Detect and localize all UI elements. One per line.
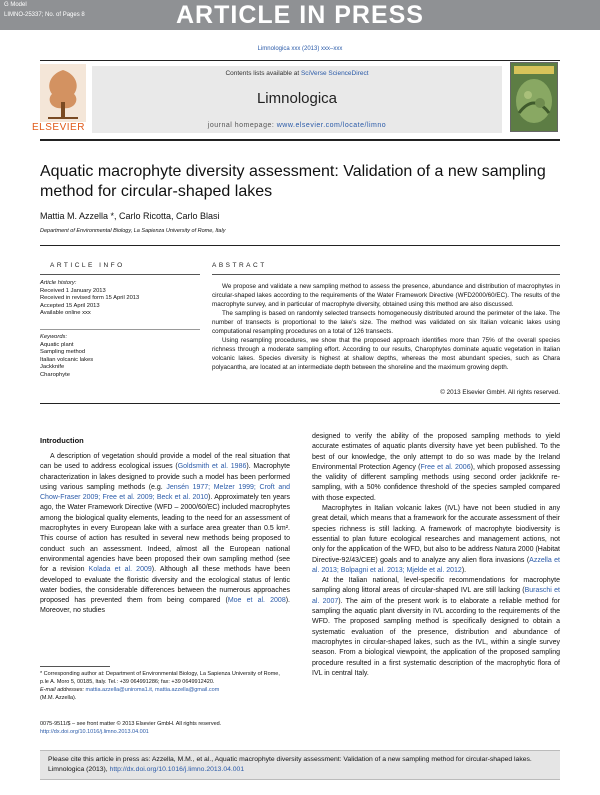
text-run: designed to verify the ability of the proposed sampling methods to yield accurate estimates of aquatic plants diversity have yet been published. To the best of our knowledge, the only attempt to do so was made by the Ireland Environmental Protection Agency ( (312, 433, 560, 471)
keywords-label: Keywords: (40, 334, 68, 340)
intro-paragraph (40, 452, 290, 617)
citation-text (48, 755, 553, 774)
text-run: Macrophytes in Italian volcanic lakes (IVL) have not been studied in any great detail, which means that a framework for the accurate assessment of their species richness is still lacking. A framework of macrophyte biodiversity is essential to plan future ecological researches and management actions, not only for the application of the WFD, but also to be address Natura 2000 (Habitat Directive-92/43/CEE) goals and to analyze any alien flora invasions ( (312, 505, 560, 564)
citation-link[interactable]: Moe et al. 2008 (227, 597, 286, 605)
citation-link[interactable]: Free et al. 2006 (420, 463, 471, 471)
corresponding-author-note: * Corresponding author at: Department of Environmental Biology, La Sapienza University of Rome, p.le A. Moro 5, 00185, Italy. Tel.: +39 064991286; fax: +39 0649912420. (40, 671, 280, 685)
copyright: © 2013 Elsevier GmbH. All rights reserved. (440, 389, 560, 396)
journal-cover-image[interactable] (510, 62, 558, 132)
abstract-bottom-rule (40, 403, 560, 404)
doi-link[interactable]: http://dx.doi.org/10.1016/j.limno.2013.04.001 (40, 729, 149, 735)
keyword: Italian volcanic lakes (40, 356, 94, 363)
footnotes (40, 670, 290, 702)
keywords-rule (40, 329, 200, 330)
email-label: E-mail addresses: (40, 687, 86, 693)
text-run: ). (461, 566, 467, 574)
history-label: Article history: (40, 280, 77, 286)
elsevier-tree-logo (40, 64, 86, 122)
history-received: Received 1 January 2013 (40, 287, 106, 294)
abstract-text (212, 282, 560, 372)
keyword: Jackknife (40, 364, 65, 371)
intro-paragraph (312, 432, 560, 504)
text-run: ). Although all these methods have been developed to evaluate the floristic diversity and the ecological status of lentic water bodies, the considerable differences between the numerous approaches proposed has prevented them from being compared ( (40, 566, 290, 605)
journal-reference-link[interactable]: Limnologica xxx (2013) xxx–xxx (257, 46, 343, 52)
author-initials: (M.M. Azzella). (40, 695, 77, 701)
citation-link[interactable]: Buraschi et al. 2007 (312, 587, 560, 605)
email-link[interactable]: mattia.azzella@uniroma1.it, mattia.azzella@gmail.com (85, 687, 220, 693)
intro-left-column (40, 452, 290, 617)
history-revised: Received in revised form 15 April 2013 (40, 295, 140, 302)
article-title: Aquatic macrophyte diversity assessment: Validation of a new sampling method for circular-shaped lakes (40, 163, 546, 200)
homepage-link[interactable]: www.elsevier.com/locate/limno (276, 122, 387, 129)
history-online: Available online xxx (40, 310, 91, 317)
journal-name: Limnologica (256, 90, 338, 107)
citation-link[interactable]: Goldsmith et al. 1986 (177, 463, 247, 471)
sciencedirect-link[interactable]: SciVerse ScienceDirect (300, 70, 369, 77)
keyword: Aquatic plant (40, 341, 74, 348)
affiliation: Department of Environmental Biology, La Sapienza University of Rome, Italy (40, 228, 226, 234)
email-line (40, 686, 290, 694)
contents-prefix: Contents lists available at (225, 70, 301, 77)
text-run: ). Macrophyte characterization in lakes designed to provide such a model has been performed using various sampling methods (e.g. (40, 463, 290, 491)
citation-link[interactable]: Jensén 1977; Melzer 1999; Croft and Chow-Fraser 2009; Free et al. 2009; Beck et al. 2010 (40, 483, 290, 502)
abstract-paragraph: Using resampling procedures, we show that the proposed approach identifies more than 75% of the overall species richness through a moderate sampling effort. According to our results, Charophytes dominate aquatic vegetation in Italian volcanic lakes. Species diversity is highest at shallow depths, whereas the most abundant species, such as Chara polyacantha, are located at an intermediate depth between the shoreline and the maximum growing depth. (212, 337, 560, 371)
history-accepted: Accepted 15 April 2013 (40, 302, 100, 309)
text-run: ). Approximately ten years ago, the Water Framework Directive (WFD – 2000/60/EC) included macrophytes among the biological quality elements, leading to the need for an assessment of macrophytes in every European lake with a surface area greater than 0.5 km². This course of action has resulted in several new methods being proposed to conduct such an assessment. Indeed, almost all the European national environmental agencies have been proposed their own sampling method (see for a revision (40, 494, 290, 574)
abstract-paragraph: We propose and validate a new sampling method to assess the presence, abundance and distribution of macrophytes in circular-shaped lakes according to the requirements of the Water Framework Directive (WFD2000/60/EC). The results of the macrophyte survey, and in particular of macrophyte diversity, obtained using this method are also discussed. (212, 283, 560, 308)
elsevier-wordmark: ELSEVIER (32, 122, 85, 133)
intro-right-column (312, 432, 560, 679)
citation-body: Please cite this article in press as: Azzella, M.M., et al., Aquatic macrophyte diversity assessment: Validation of a new sampling method for circular-shaped lakes. Limnologica (2013), (48, 756, 532, 773)
citation-link[interactable]: Kolada et al. 2009 (88, 566, 152, 574)
article-history (40, 280, 200, 318)
text-run: A description of vegetation should provide a model of the real situation that can be used to address ecological issues ( (40, 453, 290, 471)
masthead-top-rule (40, 60, 560, 61)
article-in-press-banner: ARTICLE IN PRESS (176, 1, 424, 29)
intro-paragraph (312, 504, 560, 576)
keyword: Charophyte (40, 371, 70, 378)
introduction-heading: Introduction (40, 436, 84, 445)
masthead-bottom-rule (40, 139, 560, 141)
journal-homepage (92, 122, 502, 129)
article-info-heading: ARTICLE INFO (50, 262, 125, 269)
author-list: Mattia M. Azzella *, Carlo Ricotta, Carlo Blasi (40, 211, 220, 221)
text-run: At the Italian national, level-specific recommendations for macrophyte sampling along littoral areas of circular-shaped IVL are still lacking ( (312, 577, 560, 595)
keyword: Sampling method (40, 349, 86, 356)
keywords-list (40, 334, 200, 380)
issn-line: 0075-9511/$ – see front matter © 2013 Elsevier GmbH. All rights reserved. (40, 721, 222, 727)
intro-paragraph (312, 576, 560, 679)
abstract-rule (212, 274, 560, 275)
contents-line (92, 70, 502, 77)
g-model-label: G Model (4, 2, 27, 8)
article-info-rule (40, 274, 200, 275)
footnote-rule (40, 666, 110, 667)
text-run: ), which proposed assessing the validity of different sampling methods using second order jackknife re-sampling, with a 50% confidence threshold of the species sampled compared with those expected. (312, 463, 561, 502)
text-run: ). Moreover, no studies (40, 597, 290, 615)
issn-block (40, 720, 340, 736)
article-id: LIMNO-25337; No. of Pages 8 (4, 12, 85, 18)
title-rule (40, 245, 560, 246)
text-run: ). The aim of the present work is to elaborate a reliable method for sampling the aquatic plant diversity in IVL according to the requirements of the WFD. The proposed sampling method is specifically designed to obtain a systematic evaluation of the presence, distribution and abundance of macrophytes in circular-shaped lakes, such as the IVL, within a single survey season. From a biological viewpoint, the application of the proposed sampling procedure resulted in a first systematic description of the macrophytic flora of IVL in central Italy. (312, 597, 561, 677)
citation-link[interactable]: Azzella et al. 2013; Bolpagni et al. 2013; Mjelde et al. 2012 (312, 556, 560, 574)
abstract-paragraph: The sampling is based on randomly selected transects homogeneously distributed around the perimeter of the lake. The number of transects is proportional to the lake's size. The method was validated on six Italian volcanic lakes using computational resampling procedures on a total of 126 transects. (212, 310, 560, 335)
citation-doi-link[interactable]: http://dx.doi.org/10.1016/j.limno.2013.04.001 (109, 765, 245, 773)
abstract-heading: ABSTRACT (212, 262, 267, 269)
homepage-prefix: journal homepage: (207, 122, 277, 129)
